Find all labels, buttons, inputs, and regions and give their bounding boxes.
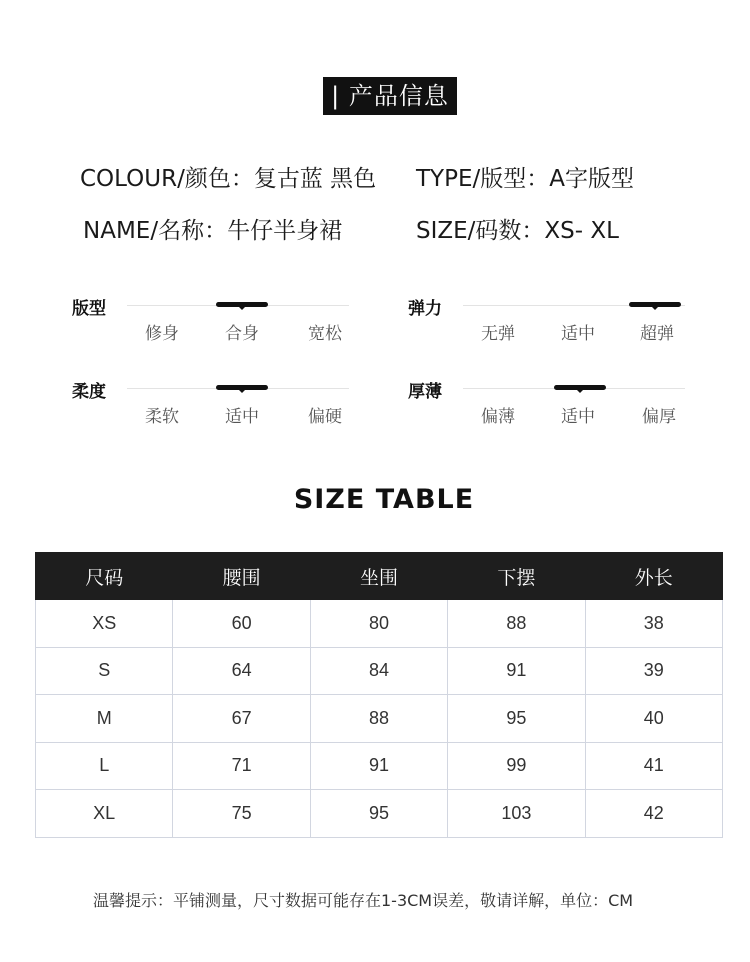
- table-row: [36, 695, 723, 743]
- column-header: 外长: [585, 553, 722, 600]
- table-cell: 95: [448, 695, 585, 743]
- table-cell: 88: [310, 695, 447, 743]
- table-cell: 41: [585, 742, 722, 790]
- attribute-option: 适中: [225, 407, 259, 427]
- table-cell: 88: [448, 600, 585, 648]
- selected-marker: [216, 302, 268, 307]
- table-row: [36, 647, 723, 695]
- selected-marker: [629, 302, 681, 307]
- table-cell: 95: [310, 790, 447, 838]
- table-header-row: [36, 553, 723, 600]
- table-cell: 40: [585, 695, 722, 743]
- table-cell: L: [36, 742, 173, 790]
- section-title-badge: | 产品信息: [323, 77, 457, 115]
- attribute-thickness: [408, 377, 688, 437]
- colour-info: COLOUR/颜色：复古蓝 黑色: [80, 166, 377, 192]
- table-cell: 91: [310, 742, 447, 790]
- table-cell: 99: [448, 742, 585, 790]
- table-cell: 38: [585, 600, 722, 648]
- attribute-option: 超弹: [640, 324, 674, 344]
- table-cell: 75: [173, 790, 310, 838]
- attribute-label: 版型: [72, 299, 106, 319]
- table-cell: 60: [173, 600, 310, 648]
- column-header: 下摆: [448, 553, 585, 600]
- table-cell: 71: [173, 742, 310, 790]
- attribute-elasticity: [408, 294, 688, 354]
- table-cell: 67: [173, 695, 310, 743]
- attribute-softness: [72, 377, 352, 437]
- table-cell: XS: [36, 600, 173, 648]
- column-header: 腰围: [173, 553, 310, 600]
- type-info: TYPE/版型：A字版型: [416, 166, 634, 192]
- attribute-option: 偏厚: [642, 407, 676, 427]
- measurement-note: 温馨提示：平铺测量，尺寸数据可能存在1-3CM误差，敬请详解，单位：CM: [93, 891, 634, 910]
- table-cell: 84: [310, 647, 447, 695]
- attribute-option: 偏硬: [308, 407, 342, 427]
- column-header: 尺码: [36, 553, 173, 600]
- table-cell: 80: [310, 600, 447, 648]
- table-cell: 91: [448, 647, 585, 695]
- table-cell: 39: [585, 647, 722, 695]
- size-table-title: SIZE TABLE: [293, 484, 475, 515]
- table-cell: 103: [448, 790, 585, 838]
- table-cell: S: [36, 647, 173, 695]
- attribute-option: 合身: [225, 324, 259, 344]
- table-row: [36, 790, 723, 838]
- selected-marker: [554, 385, 606, 390]
- attribute-option: 宽松: [308, 324, 342, 344]
- table-row: [36, 742, 723, 790]
- table-cell: 64: [173, 647, 310, 695]
- table-row: [36, 600, 723, 648]
- attribute-option: 偏薄: [481, 407, 515, 427]
- name-info: NAME/名称：牛仔半身裙: [83, 218, 343, 244]
- table-cell: XL: [36, 790, 173, 838]
- attribute-label: 厚薄: [408, 382, 442, 402]
- column-header: 坐围: [310, 553, 447, 600]
- attribute-label: 弹力: [408, 299, 442, 319]
- attribute-label: 柔度: [72, 382, 106, 402]
- size-info: SIZE/码数：XS- XL: [416, 218, 619, 244]
- attribute-option: 适中: [561, 407, 595, 427]
- selected-marker: [216, 385, 268, 390]
- table-cell: M: [36, 695, 173, 743]
- attribute-fit: [72, 294, 352, 354]
- attribute-option: 柔软: [145, 407, 179, 427]
- attribute-option: 适中: [561, 324, 595, 344]
- attribute-option: 修身: [145, 324, 179, 344]
- attribute-option: 无弹: [481, 324, 515, 344]
- table-cell: 42: [585, 790, 722, 838]
- size-table: [35, 552, 723, 838]
